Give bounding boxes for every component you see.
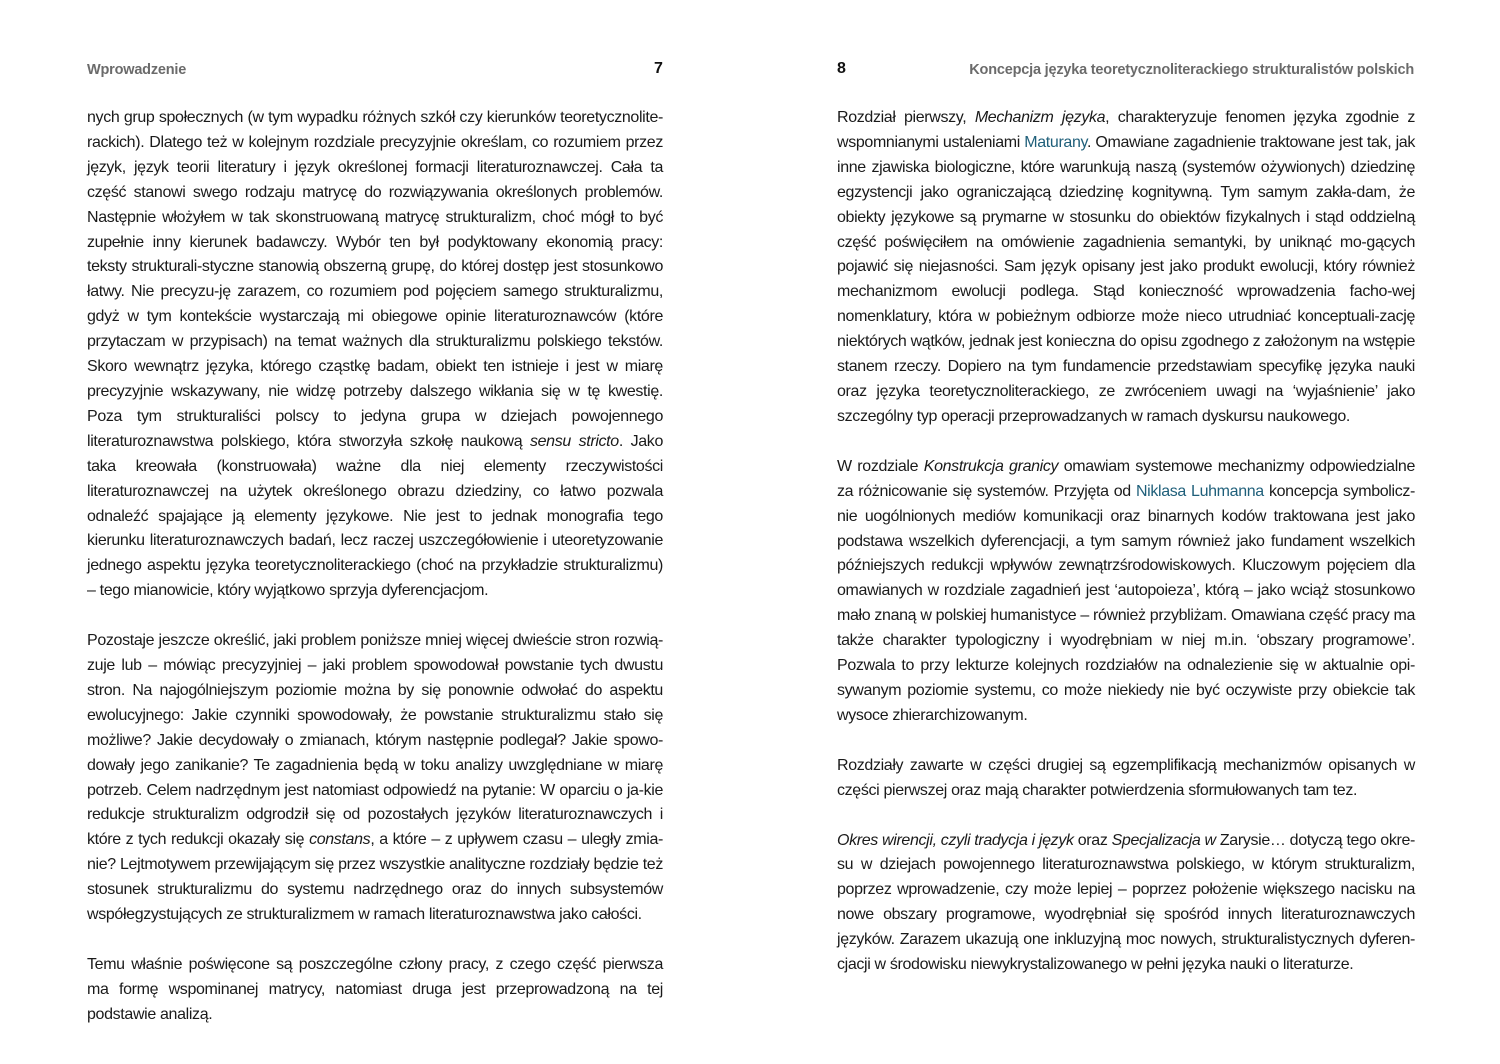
page-number: 8 xyxy=(837,60,846,77)
luhmann-link[interactable]: Niklasa Luhmanna xyxy=(1135,482,1264,500)
paragraph: nych grup społecznych (w tym wypadku różnych szkół czy kierunków teoretycznolite-rackich). Dlatego też w kolejnym rozdziale precyzyjnie określam, co rozumiem przez język, język teorii literatury i język określonej formacji literaturoznawczej. Cała ta część stanowi swego rodzaju matrycę do rozwiązywania określonych problemów. Następnie włożyłem w tak skonstruowaną matrycę strukturalizm, choć mógł to być zupełnie inny kierunek badawczy. Wybór ten był podyktowany ekonomią pracy: teksty strukturali-styczne stanowią obszerną grupę, do której dostęp jest stosunkowo łatwy. Nie precyzu-ję zarazem, co rozumiem pod pojęciem samego strukturalizmu, gdyż w tym kontekście wystarczają mi obiegowe opinie literaturoznawców (które przytaczam w przypisach) na temat ważnych dla strukturalizmu polskiego tekstów. Skoro wewnątrz języka, którego cząstkę badam, obiekt ten istnieje i jest w miarę precyzyjnie wskazywany, nie widzę potrzeby dalszego wikłania się w tę kwestię. Poza tym strukturaliści polscy to jedyna grupa w dziejach powojennego literaturoznawstwa polskiego, która stworzyła szkołę naukową sensu stricto. Jako taka kreowała (konstruowała) ważne dla niej elementy rzeczywistości literaturoznawczej na użytek określonego obrazu dziedziny, co łatwo pozwala odnaleźć spajające ją elementy językowe. Nie jest to jednak monografia tego kierunku literaturoznawczych badań, lecz raczej uszczegółowienie i uteoretyzowanie jednego aspektu języka teoretycznoliterackiego (choć na przykładzie strukturalizmu) – tego mianowicie, który wyjątkowo sprzyja dyferencjacjom. xyxy=(87,109,663,600)
body-text xyxy=(837,106,1415,978)
maturana-link[interactable]: Maturany xyxy=(1024,133,1087,151)
running-head: Wprowadzenie xyxy=(87,62,187,78)
paragraph: Rozdział pierwszy, Mechanizm języka, charakteryzuje fenomen języka zgodnie z wspomnianymi ustaleniami Maturany. Omawiane zagadnienie traktowane jest tak, jak inne zjawiska biologiczne, które warunkują naszą (systemów ożywionych) dziedzinę egzystencji jako ograniczającą dziedzinę kognitywną. Tym samym zakła-dam, że obiekty językowe są prymarne w stosunku do obiektów fizykalnych i stąd oddzielną część poświęciłem na omówienie zagadnienia semantyki, by uniknąć mo-gących pojawić się niejasności. Sam język opisany jest jako produkt ewolucji, który również mechanizmom ewolucji podlega. Stąd konieczność wprowadzenia facho-wej nomenklatury, która w pobieżnym odbiorze może nieco utrudniać konceptuali-zację niektórych wątków, jednak jest konieczna do opisu zgodnego z założonym na wstępie stanem rzeczy. Dopiero na tym fundamencie przedstawiam specyfikę języka nauki oraz języka teoretycznoliterackiego, ze zwróceniem uwagi na ‘wyjaśnienie’ jako szczególny typ operacji przeprowadzanych w ramach dyskursu naukowego. xyxy=(837,109,1415,425)
running-head: Koncepcja języka teoretycznoliterackiego strukturalistów polskich xyxy=(969,62,1414,78)
body-text xyxy=(87,106,663,1028)
paragraph: Rozdziały zawarte w części drugiej są egzemplifikacją mechanizmów opisanych w części pierwszej oraz mają charakter potwierdzenia sformułowanych tam tez. xyxy=(837,756,1415,799)
paragraph: Pozostaje jeszcze określić, jaki problem poniższe mniej więcej dwieście stron rozwią-zuje lub – mówiąc precyzyjniej – jaki problem spowodował powstanie tych dwustu stron. Na najogólniejszym poziomie można by się ponownie odwołać do aspektu ewolucyjnego: Jakie czynniki spowodowały, że powstanie strukturalizmu stało się możliwe? Jakie decydowały o zmianach, którym następnie podlegał? Jakie spowo-dowały jego zanikanie? Te zagadnienia będą w toku analizy uwzględniane w miarę potrzeb. Celem nadrzędnym jest natomiast odpowiedź na pytanie: W oparciu o ja-kie redukcje strukturalizm odgrodził się od pozostałych języków literaturoznawczych i które z tych redukcji okazały się constans, a które – z upływem czasu – uległy zmia-nie? Lejtmotywem przewijającym się przez wszystkie analityczne rozdziały będzie też stosunek strukturalizmu do systemu nadrzędnego oraz do innych subsystemów współegzystujących ze strukturalizmem w ramach literaturoznawstwa jako całości. xyxy=(87,632,663,924)
page-number: 7 xyxy=(654,60,663,77)
paragraph: Temu właśnie poświęcone są poszczególne człony pracy, z czego część pierwsza ma formę wspominanej matrycy, natomiast druga jest przeprowadzoną na tej podstawie analizą. xyxy=(87,956,663,1023)
paragraph: W rozdziale Konstrukcja granicy omawiam systemowe mechanizmy odpowiedzialne za różnicowanie się systemów. Przyjęta od Niklasa Luhmanna koncepcja symbolicz-nie uogólnionych mediów komunikacji oraz binarnych kodów traktowana jest jako podstawa wszelkich dyferencjacji, a tym samym również jako fundament wszelkich późniejszych redukcji wpływów zewnątrzśrodowiskowych. Kluczowym pojęciem dla omawianych w rozdziale zagadnień jest ‘autopoieza’, którą – jako wciąż stosunkowo mało znaną w polskiej humanistyce – również przybliżam. Omawiana część pracy ma także charakter typologiczny i wyodrębniam w niej m.in. ‘obszary programowe’. Pozwala to przy lekturze kolejnych rozdziałów na odnalezienie się w aktualnie opi-sywanym poziomie systemu, co może niekiedy nie być oczywiste przy obiekcie tak wysoce zhierarchizowanym. xyxy=(837,457,1416,724)
paragraph: Okres wirencji, czyli tradycja i język oraz Specjalizacja w Zarysie… dotyczą tego okre-su w dziejach powojennego literaturoznawstwa polskiego, w którym strukturalizm, poprzez wprowadzenie, czy może lepiej – poprzez położenie większego nacisku na nowe obszary programowe, wyodrębniał się spośród innych literaturoznawczych języków. Zarazem ukazują one inkluzyjną moc nowych, strukturalistycznych dyferen-cjacji w środowisku niewykrystalizowanego w pełni języka nauki o literaturze. xyxy=(837,831,1416,974)
right-page xyxy=(750,0,1500,1064)
